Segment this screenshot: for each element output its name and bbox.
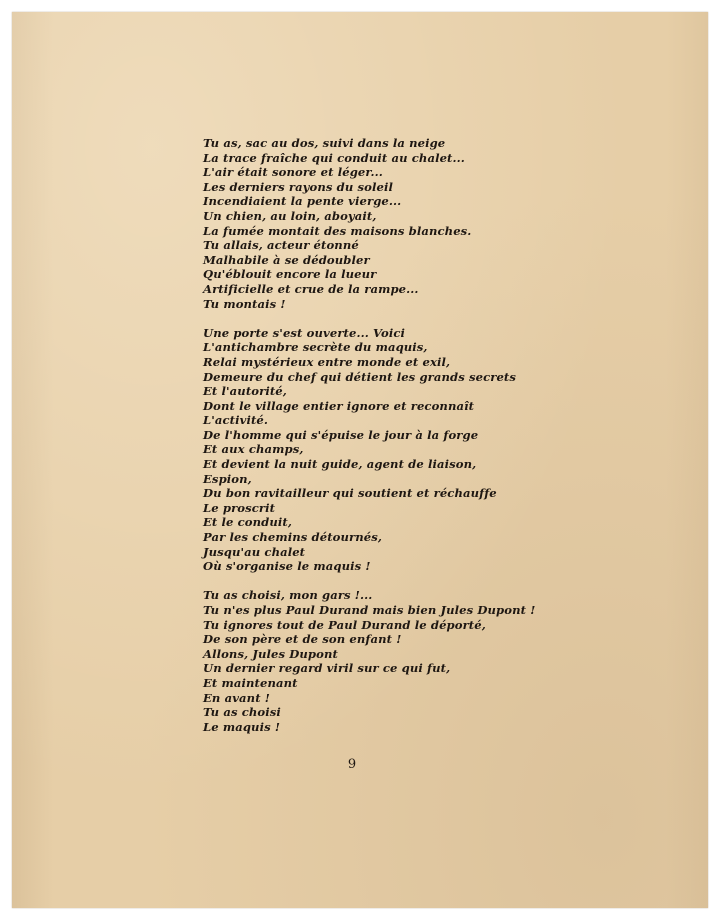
poem-line: Relai mystérieux entre monde et exil, — [203, 354, 451, 369]
poem-line: Espion, — [203, 471, 252, 486]
poem-line: L'activité. — [203, 413, 269, 428]
poem-line: La fumée montait des maisons blanches. — [203, 223, 472, 238]
poem-line: En avant ! — [203, 690, 270, 705]
stanza-1 — [203, 136, 623, 311]
poem-line: Qu'éblouit encore la lueur — [203, 267, 377, 282]
poem-line: Une porte s'est ouverte... Voici — [203, 325, 406, 340]
poem-line: Incendiaient la pente vierge... — [203, 194, 402, 209]
poem-line: Où s'organise le maquis ! — [203, 559, 371, 574]
poem-line: L'antichambre secrète du maquis, — [203, 340, 428, 355]
poem-line: Artificielle et crue de la rampe... — [203, 281, 419, 296]
poem-line: Tu as choisi, mon gars !... — [203, 588, 373, 603]
poem-line: Du bon ravitailleur qui soutient et réchauffe — [203, 486, 497, 501]
poem-line: Jusqu'au chalet — [203, 544, 306, 559]
poem-line: Dont le village entier ignore et reconnaît — [203, 398, 475, 413]
poem-line: Malhabile à se dédoubler — [203, 252, 370, 267]
poem-line: Et le conduit, — [203, 515, 292, 530]
poem-line: Tu as choisi — [203, 705, 281, 720]
poem-line: Tu as, sac au dos, suivi dans la neige — [203, 136, 446, 150]
poem-line: Le proscrit — [203, 500, 276, 515]
poem-line: Demeure du chef qui détient les grands secrets — [203, 369, 517, 384]
poem-line: Tu montais ! — [203, 296, 286, 311]
stanza-3 — [203, 588, 623, 734]
poem-line: Et maintenant — [203, 675, 298, 690]
poem-line: De l'homme qui s'épuise le jour à la forge — [203, 427, 479, 442]
poem-line: Allons, Jules Dupont — [203, 646, 338, 661]
poem-line: Un dernier regard viril sur ce qui fut, — [203, 661, 451, 676]
poem-line: Et l'autorité, — [203, 384, 287, 399]
poem-line: Un chien, au loin, aboyait, — [203, 208, 377, 223]
poem-line: L'air était sonore et léger... — [203, 165, 383, 180]
paper-page — [12, 12, 708, 908]
poem-text — [203, 136, 623, 734]
poem-line: Et devient la nuit guide, agent de liaison, — [203, 457, 477, 472]
poem-line: Tu ignores tout de Paul Durand le déporté, — [203, 617, 486, 632]
poem-line: Et aux champs, — [203, 442, 304, 457]
poem-line: Les derniers rayons du soleil — [203, 179, 393, 194]
poem-line: De son père et de son enfant ! — [203, 632, 402, 647]
poem-line: Le maquis ! — [203, 719, 281, 734]
poem-line: Par les chemins détournés, — [203, 530, 383, 545]
poem-line: Tu n'es plus Paul Durand mais bien Jules Dupont ! — [203, 603, 536, 617]
poem-line: La trace fraîche qui conduit au chalet... — [203, 150, 465, 165]
poem-line: Tu allais, acteur étonné — [203, 238, 359, 253]
stanza-2 — [203, 326, 623, 574]
page-number: 9 — [347, 757, 357, 772]
